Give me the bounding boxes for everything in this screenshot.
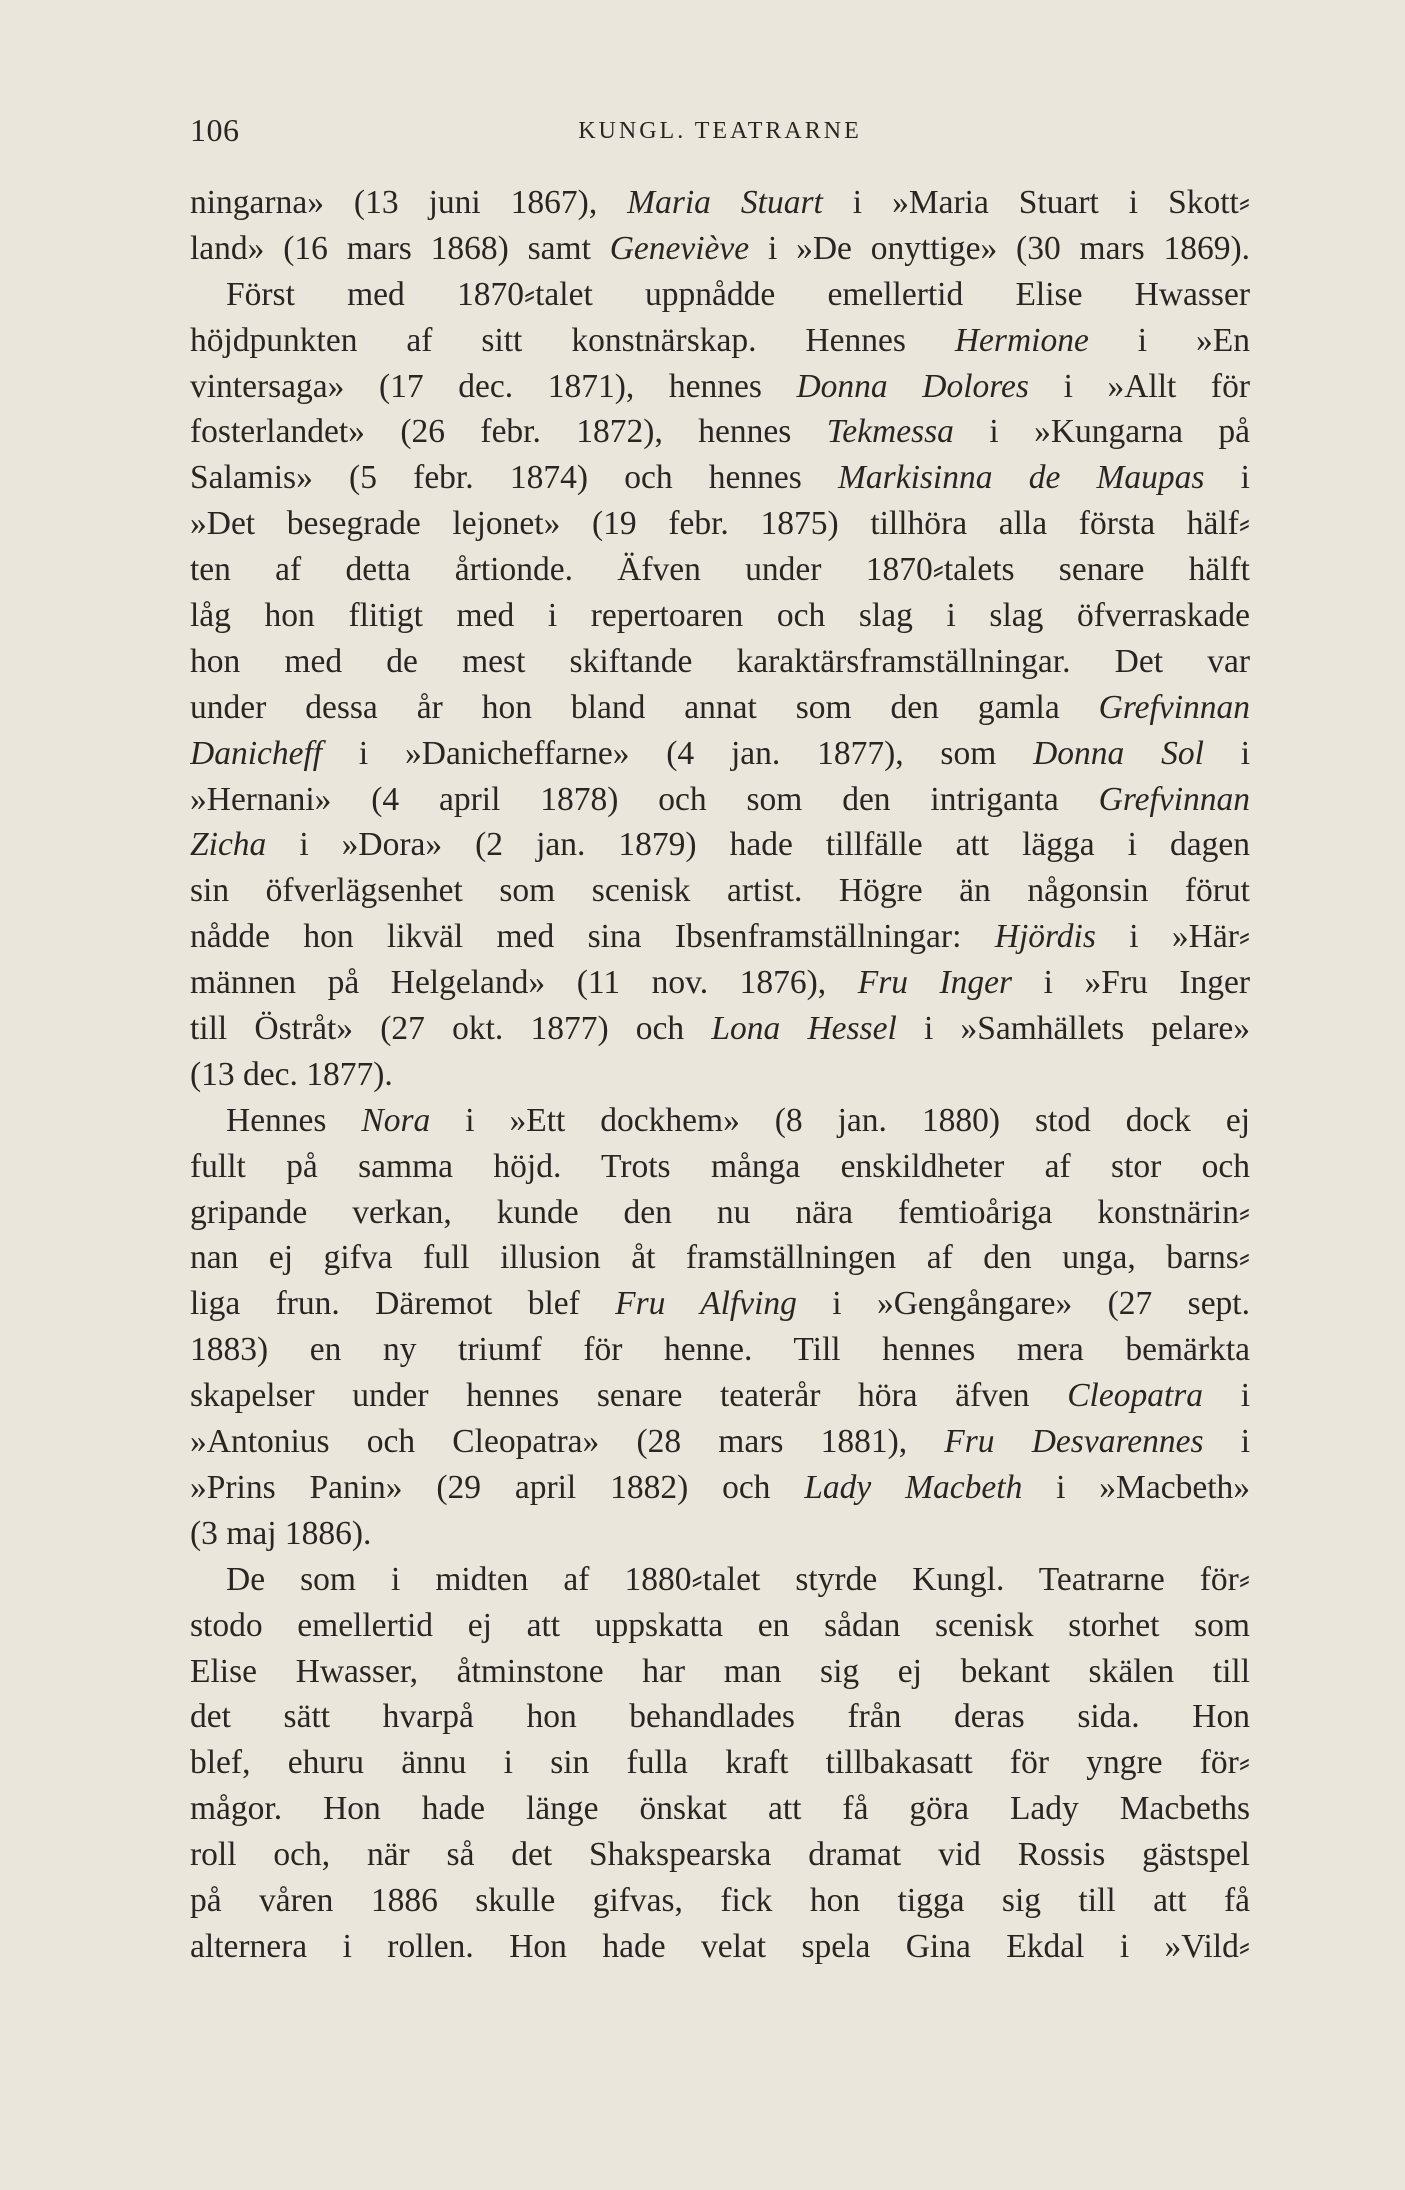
text-line (190, 868, 1250, 914)
italic-role-name: Grefvinnan (1098, 688, 1250, 726)
text-line (190, 1281, 1250, 1327)
text-segment: i (1203, 1423, 1250, 1461)
text-line (190, 272, 1250, 318)
text-segment: Hennes (226, 1101, 362, 1139)
running-head: KUNGL. TEATRARNE (578, 118, 862, 144)
text-segment: i »Gengångare» (27 sept. (796, 1285, 1250, 1323)
italic-role-name: Zicha (190, 826, 267, 864)
text-segment: skapelser under hennes senare teaterår höra äfven (190, 1377, 1068, 1415)
text-line (190, 1557, 1250, 1603)
italic-role-name: Fru Inger (857, 964, 1013, 1002)
text-segment: höjdpunkten af sitt konstnärskap. Hennes (190, 321, 955, 359)
text-line (190, 960, 1250, 1006)
text-segment: på våren 1886 skulle gifvas, fick hon tigga sig till att få (190, 1881, 1250, 1919)
text-segment: i »Dora» (2 jan. 1879) hade tillfälle att lägga i dagen (266, 826, 1250, 864)
text-line (190, 777, 1250, 823)
text-segment: i (1204, 459, 1250, 497)
text-segment: 1883) en ny triumf för henne. Till hennes mera bemärkta (190, 1331, 1250, 1369)
text-segment: liga frun. Däremot blef (190, 1285, 616, 1323)
text-segment: ten af detta årtionde. Äfven under 1870⸗talets senare hälft (190, 551, 1250, 589)
text-line (190, 639, 1250, 685)
text-segment: det sätt hvarpå hon behandlades från deras sida. Hon (190, 1698, 1250, 1736)
text-line (190, 1832, 1250, 1878)
italic-role-name: Fru Desvarennes (944, 1423, 1204, 1461)
text-line (190, 547, 1250, 593)
text-segment: gripande verkan, kunde den nu nära femtioåriga konstnärin⸗ (190, 1193, 1250, 1231)
text-line (190, 1511, 1250, 1557)
text-segment: »Prins Panin» (29 april 1882) och (190, 1468, 805, 1506)
page-number: 106 (190, 112, 240, 148)
page-header (190, 112, 1250, 162)
text-line (190, 1327, 1250, 1373)
italic-role-name: Donna Dolores (796, 367, 1029, 405)
italic-role-name: Markisinna de Maupas (838, 459, 1205, 497)
text-line (190, 1098, 1250, 1144)
text-line (190, 731, 1250, 777)
text-segment: i »Här⸗ (1095, 918, 1250, 956)
text-segment: i »Allt för (1028, 367, 1250, 405)
text-line (190, 455, 1250, 501)
text-segment: »Antonius och Cleopatra» (28 mars 1881), (190, 1423, 945, 1461)
text-segment: fullt på samma höjd. Trots många enskildheter af stor och (190, 1147, 1250, 1185)
text-segment: fosterlandet» (26 febr. 1872), hennes (190, 413, 827, 451)
italic-role-name: Danicheff (190, 734, 323, 772)
text-segment: alternera i rollen. Hon hade velat spela Gina Ekdal i »Vild⸗ (190, 1927, 1250, 1965)
italic-role-name: Hermione (954, 321, 1089, 359)
italic-role-name: Tekmessa (826, 413, 954, 451)
text-segment: i »Kungarna på (953, 413, 1250, 451)
text-segment: »Hernani» (4 april 1878) och som den intriganta (190, 780, 1099, 818)
text-line (190, 1878, 1250, 1924)
text-line (190, 1052, 1250, 1098)
text-line (190, 685, 1250, 731)
italic-role-name: Fru Alfving (615, 1285, 797, 1323)
text-segment: i (1203, 1377, 1250, 1415)
text-segment: »Det besegrade lejonet» (19 febr. 1875) tillhöra alla första hälf⸗ (190, 505, 1250, 543)
text-segment: i »De onyttige» (30 mars 1869). (749, 229, 1250, 267)
text-segment: (13 dec. 1877). (190, 1055, 393, 1093)
text-segment: nådde hon likväl med sina Ibsenframställningar: (190, 918, 995, 956)
italic-role-name: Geneviève (609, 229, 750, 267)
italic-role-name: Nora (361, 1101, 431, 1139)
text-segment: land» (16 mars 1868) samt (190, 229, 610, 267)
italic-role-name: Cleopatra (1067, 1377, 1204, 1415)
text-segment: i »Maria Stuart i Skott⸗ (822, 184, 1250, 221)
text-line (190, 1740, 1250, 1786)
text-segment: i »Danicheffarne» (4 jan. 1877), som (322, 734, 1034, 772)
text-line (190, 914, 1250, 960)
text-segment: stodo emellertid ej att uppskatta en sådan scenisk storhet som (190, 1606, 1250, 1644)
text-line (190, 1419, 1250, 1465)
text-line (190, 1694, 1250, 1740)
text-line (190, 1006, 1250, 1052)
text-line (190, 1144, 1250, 1190)
text-line (190, 1649, 1250, 1695)
text-line (190, 1190, 1250, 1236)
text-segment: låg hon flitigt med i repertoaren och slag i slag öfverraskade (190, 597, 1250, 635)
text-segment: Elise Hwasser, åtminstone har man sig ej bekant skälen till (190, 1652, 1250, 1690)
text-line (190, 318, 1250, 364)
italic-role-name: Lady Macbeth (804, 1468, 1023, 1506)
text-segment: i »Ett dockhem» (8 jan. 1880) stod dock ej (430, 1101, 1250, 1139)
text-segment: blef, ehuru ännu i sin fulla kraft tillbakasatt för yngre för⸗ (190, 1744, 1250, 1782)
text-line (190, 409, 1250, 455)
italic-role-name: Donna Sol (1033, 734, 1204, 772)
text-segment: vintersaga» (17 dec. 1871), hennes (190, 367, 797, 405)
text-segment: nan ej gifva full illusion åt framställningen af den unga, barns⸗ (190, 1239, 1250, 1277)
italic-role-name: Maria Stuart (627, 184, 823, 221)
text-segment: till Östråt» (27 okt. 1877) och (190, 1010, 712, 1048)
body-text (190, 180, 1250, 1970)
text-segment: i »Macbeth» (1022, 1468, 1250, 1506)
text-segment: mågor. Hon hade länge önskat att få göra Lady Macbeths (190, 1790, 1250, 1828)
text-line (190, 1786, 1250, 1832)
text-segment: i (1203, 734, 1250, 772)
text-segment: männen på Helgeland» (11 nov. 1876), (190, 964, 858, 1002)
text-segment: (3 maj 1886). (190, 1514, 372, 1552)
text-segment: roll och, när så det Shakspearska dramat vid Rossis gästspel (190, 1836, 1250, 1874)
text-line (190, 180, 1250, 226)
text-line (190, 501, 1250, 547)
text-segment: i »En (1088, 321, 1250, 359)
text-segment: i »Samhällets pelare» (896, 1010, 1250, 1048)
italic-role-name: Lona Hessel (711, 1010, 897, 1048)
text-line (190, 1465, 1250, 1511)
text-segment: Först med 1870⸗talet uppnådde emellertid Elise Hwasser (226, 275, 1250, 313)
text-line (190, 1373, 1250, 1419)
text-segment: hon med de mest skiftande karaktärsframställningar. Det var (190, 642, 1250, 680)
text-segment: Salamis» (5 febr. 1874) och hennes (190, 459, 839, 497)
italic-role-name: Hjördis (994, 918, 1096, 956)
text-line (190, 226, 1250, 272)
text-line (190, 593, 1250, 639)
text-line (190, 822, 1250, 868)
text-line (190, 1235, 1250, 1281)
text-segment: sin öfverlägsenhet som scenisk artist. Högre än någonsin förut (190, 872, 1250, 910)
text-line (190, 364, 1250, 410)
text-segment: i »Fru Inger (1012, 964, 1250, 1002)
text-line (190, 1924, 1250, 1970)
text-line (190, 1603, 1250, 1649)
text-segment: ningarna» (13 juni 1867), (190, 184, 628, 221)
text-segment: under dessa år hon bland annat som den gamla (190, 688, 1099, 726)
text-segment: De som i midten af 1880⸗talet styrde Kungl. Teatrarne för⸗ (226, 1560, 1250, 1598)
italic-role-name: Grefvinnan (1098, 780, 1250, 818)
